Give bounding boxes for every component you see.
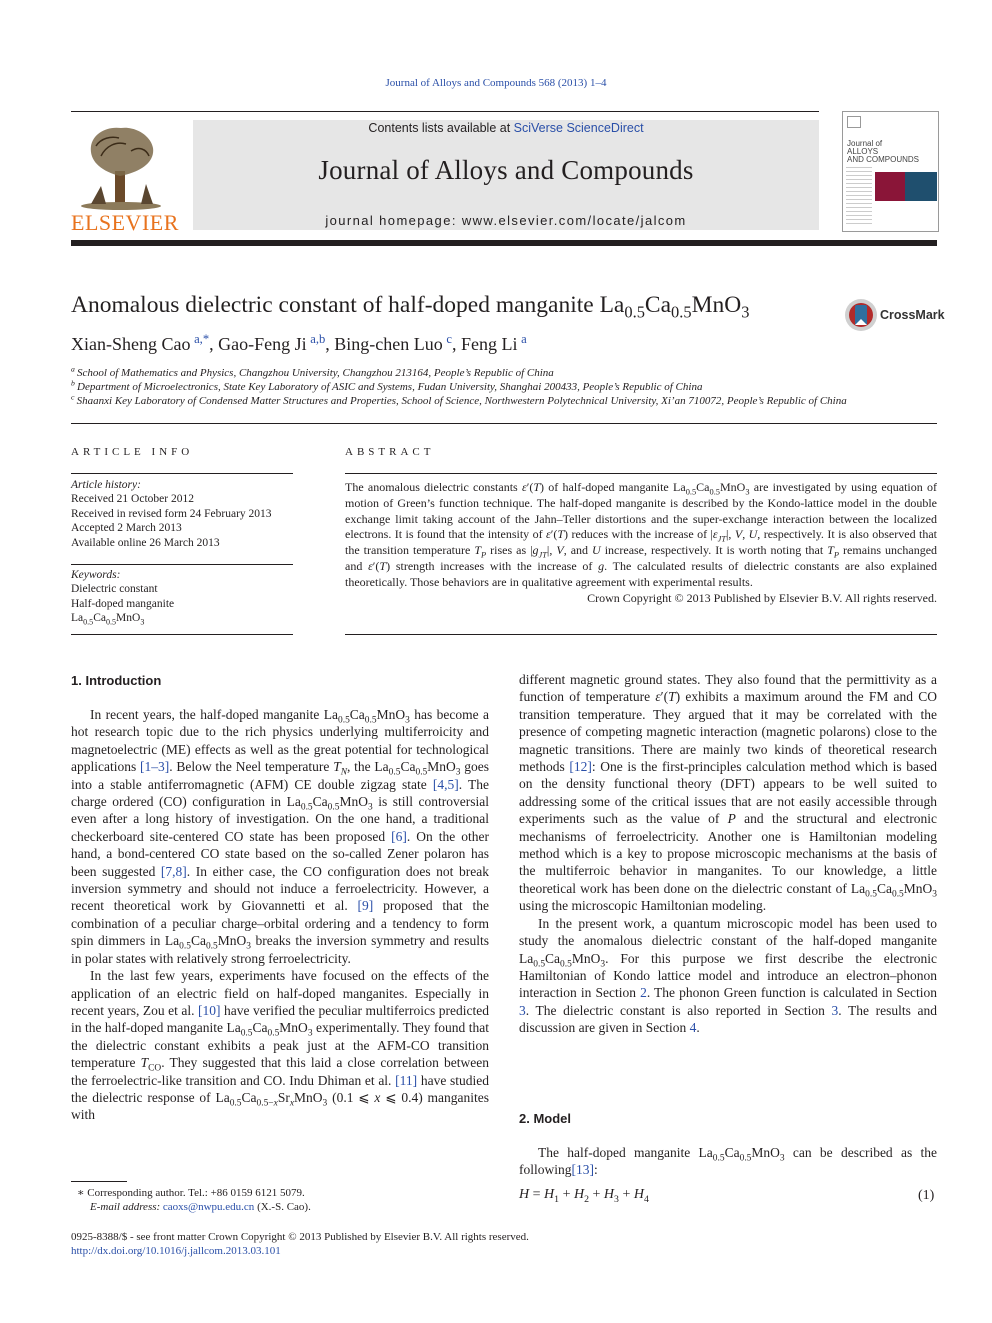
- keywords: Keywords: Dielectric constant Half-doped manganite $La_{0.5}Ca_{0.5}MnO_3$: [71, 569, 175, 627]
- contents-line: Contents lists available at SciVerse ScienceDirect: [368, 121, 644, 135]
- author-name: Bing-chen Luo: [334, 334, 443, 354]
- model-text: The half-doped manganite $La_{0.5}Ca_{0.5}MnO_3$ can be described as the following[13]:: [519, 1145, 937, 1178]
- affiliation: $^a$ School of Mathematics and Physics, Changzhou University, Changzhou 213164, People’s Republic of China: [71, 364, 554, 379]
- corresponding-author-note: ∗ Corresponding author. Tel.: +86 0159 6121 5079.: [77, 1187, 305, 1199]
- masthead-thick-rule: [71, 240, 937, 246]
- cover-text-lines: [846, 164, 872, 224]
- elsevier-tree-logo: [71, 116, 171, 212]
- abstract-text: The anomalous dielectric constants ε′(T) of half-doped manganite $La_{0.5}Ca_{0.5}MnO_3$ are investigated by using equation of motion of Green’s function technique. The half-doped manganite is described by the Kondo-lattice model in the double exchange limit taking account of the Jahn–Teller distortions and the super-exchange interaction between the localized electrons. It is found that the intensity of ε′(T) reduces with the increase of $|\varepsilon_{JT}|$, V, U, respectively. It is also observed that the transition temperature $T_P$ rises as $|g_{JT}|$, V, and U increase, respectively. It is worth noting that $T_P$ remains unchanged and ε′(T) strength increases with the increase of g. The calculated results of dielectric constants are also explained theoretically. Those behaviors are in qualitative agreement with experimental results. Crown Copyright © 2013 Published by Elsevier B.V. All rights reserved.: [345, 480, 938, 605]
- doi-link[interactable]: http://dx.doi.org/10.1016/j.jallcom.2013.03.101: [71, 1245, 281, 1257]
- abstract-rule: [345, 473, 937, 474]
- cover-red-block: [875, 172, 905, 201]
- issn-line: 0925-8388/$ - see front matter Crown Copyright © 2013 Published by Elsevier B.V. All rights reserved.: [71, 1231, 529, 1243]
- publisher-wordmark: ELSEVIER: [71, 210, 179, 235]
- author-marks[interactable]: c: [446, 332, 452, 346]
- footnote-rule: [71, 1181, 127, 1182]
- model-heading: 2. Model: [519, 1111, 572, 1126]
- journal-title: Journal of Alloys and Compounds: [318, 155, 694, 185]
- author-name: Xian-Sheng Cao: [71, 334, 191, 354]
- equation-1: $H = H_1 + H_2 + H_3 + H_4$: [519, 1187, 649, 1205]
- author-marks[interactable]: a: [521, 332, 527, 346]
- copyright-line: Crown Copyright © 2013 Published by Elsevier B.V. All rights reserved.: [587, 590, 937, 605]
- email-link[interactable]: caoxs@nwpu.edu.cn: [162, 1201, 255, 1213]
- author-name: Gao-Feng Ji: [218, 334, 307, 354]
- article-info-heading: ARTICLE INFO: [71, 446, 194, 458]
- article-title: Anomalous dielectric constant of half-doped manganite $La_{0.5}Ca_{0.5}MnO_3$: [71, 292, 750, 322]
- journal-cover: [842, 111, 939, 232]
- header-rule: [71, 111, 819, 112]
- author-name: Feng Li: [460, 334, 518, 354]
- journal-homepage[interactable]: journal homepage: www.elsevier.com/locate/jalcom: [325, 213, 687, 228]
- article-history: Article history: Received 21 October 2012 Received in revised form 24 February 2013 Accepted 2 March 2013 Available online 26 March 2013: [71, 479, 272, 549]
- info-rule: [71, 564, 293, 565]
- info-rule: [71, 473, 293, 474]
- affiliation: $^b$ Department of Microelectronics, State Key Laboratory of ASIC and Systems, Fudan University, Shanghai 200433, People’s Republic of China: [71, 378, 703, 393]
- abstract-rule: [345, 634, 937, 635]
- crossmark-icon[interactable]: [843, 297, 879, 333]
- author-list: Xian-Sheng Cao $^{a,*}$, Gao-Feng Ji $^{a,b}$, Bing-chen Luo $^c$, Feng Li $^a$: [71, 332, 527, 354]
- author-marks[interactable]: a,*: [194, 332, 210, 346]
- section-rule: [71, 423, 937, 424]
- author-marks[interactable]: a,b: [310, 332, 326, 346]
- info-rule: [71, 634, 293, 635]
- running-header[interactable]: Journal of Alloys and Compounds 568 (2013) 1–4: [385, 77, 607, 89]
- affiliation: $^c$ Shaanxi Key Laboratory of Condensed Matter Structures and Properties, School of Science, Northwestern Polytechnical University, Xi’an 710072, People’s Republic of China: [71, 392, 847, 407]
- cover-blue-block: [905, 172, 937, 201]
- cover-logo-icon: [847, 116, 861, 128]
- email-note: E-mail address: caoxs@nwpu.edu.cn (X.-S. Cao).: [90, 1201, 311, 1213]
- intro-left-column: In recent years, the half-doped manganite $La_{0.5}Ca_{0.5}MnO_3$ has become a hot research topic due to the rich physics underlying multiferroicity and magnetoelectric (ME) effects as well as the great potential for technological applications [1–3]. Below the Neel temperature $T_N$, the $La_{0.5}Ca_{0.5}MnO_3$ goes into a stable antiferromagnetic (AFM) CE double zigzag state [4,5]. The charge ordered (CO) configuration in $La_{0.5}Ca_{0.5}MnO_3$ is still controversial even after a long history of investigation. On the one hand, a traditional checkerboard site-centered CO state has been proposed [6]. On the other hand, a bond-centered CO state based on the so-called Zener polaron has been suggested [7,8]. In either case, the CO configuration does not break inversion symmetry and should not induce a ferroelectricity. However, a recent theoretical work by Giovannetti et al. [9] proposed that the combination of a peculiar charge–orbital ordering and a tendency to form spin dimmers in $La_{0.5}Ca_{0.5}MnO_3$ breaks the inversion symmetry and results in polar states with relatively strong ferroelectricity. In the last few years, experiments have focused on the effects of the application of an electric field on half-doped manganites. Especially in recent years, Zou et al. [10] have verified the peculiar multiferroics predicted in the half-doped manganite $La_{0.5}Ca_{0.5}MnO_3$ experimentally. They found that the dielectric constant exhibits a peak just at the AFM-CO transition temperature $T_{CO}$. They suggested that this laid a close correlation between the ferroelectric-like transition and CO. Indu Dhiman et al. [11] have studied the dielectric response of $La_{0.5}Ca_{0.5-x}Sr_xMnO_3$ (0.1 ⩽ x ⩽ 0.4) manganites with: [71, 707, 490, 1123]
- intro-heading: 1. Introduction: [71, 673, 162, 688]
- crossmark-label[interactable]: CrossMark: [880, 308, 945, 322]
- equation-number: (1): [918, 1188, 935, 1203]
- abstract-heading: ABSTRACT: [345, 446, 435, 458]
- cover-title: Journal of ALLOYS AND COMPOUNDS: [847, 139, 920, 164]
- sciencedirect-link[interactable]: SciVerse ScienceDirect: [513, 121, 644, 135]
- intro-right-column: different magnetic ground states. They also found that the permittivity as a function of temperature ε′(T) exhibits a maximum around the FM and CO transition temperature. They argued that it may be correlated with the presence of competing magnetic interaction (magnetic polarons) close to the magnetic transitions. There are mainly two kinds of theoretical research methods [12]: One is the first-principles calculation method which is based on the density functional theory (DFT) appears to be well suited to addressing some of the critical issues that are not easily accessible through experiments such as the value of P and the structural and electronic mechanisms of ferroelectricity. Another one is Hamiltonian modeling method which is a key to propose microscopic mechanisms at the basis of the multiferroic behavior in manganites. To our knowledge, a little theoretical work has been done on the dielectric constant of $La_{0.5}Ca_{0.5}MnO_3$ using the microscopic Hamiltonian modeling. In the present work, a quantum microscopic model has been used to study the anomalous dielectric constant of the half-doped manganite $La_{0.5}Ca_{0.5}MnO_3$. For this purpose we first describe the electronic Hamiltonian of Kondo lattice model and introduce an electron–phonon interaction in Section 2. The phonon Green function is calculated in Section 3. The dielectric constant is also reported in Section 3. The results and discussion are given in Section 4.: [519, 672, 938, 1036]
